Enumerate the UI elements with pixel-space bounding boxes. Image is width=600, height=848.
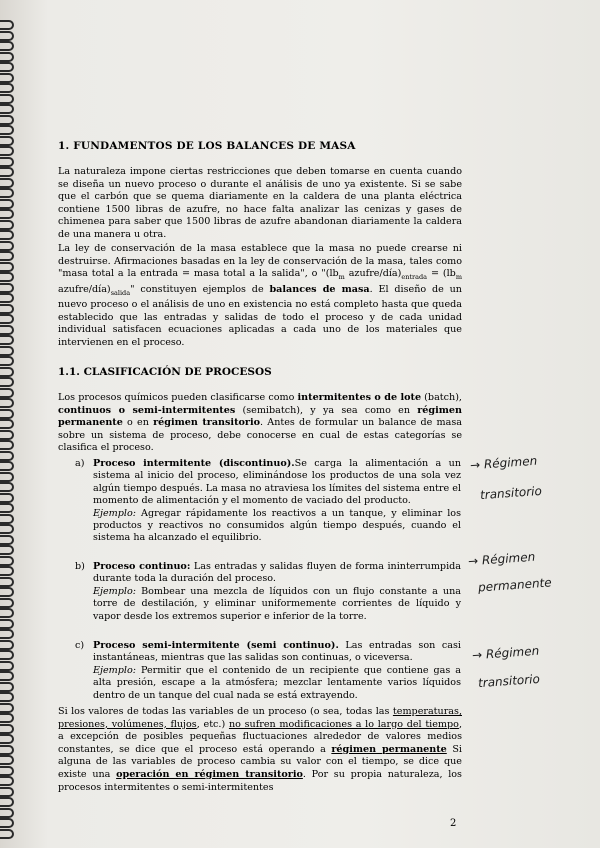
paragraph-classification: Los procesos químicos pueden clasificarse como intermitentes o de lote (batch), continuos o semi-intermitentes (semibatch), y ya sea como en régimen permanente o en régimen transitorio. Antes de formular un balance de masa sobre un sistema de proceso, debe conocerse en cual de estas categorías se clasifica el proceso.: [58, 392, 463, 454]
binding-ring: [0, 556, 14, 566]
binding-ring: [0, 472, 14, 482]
binding-ring: [0, 661, 14, 671]
binding-ring: [0, 535, 14, 545]
binding-ring: [0, 734, 14, 744]
binding-ring: [0, 41, 14, 51]
binding-ring: [0, 640, 14, 650]
list-item-intermittent: a) Proceso intermitente (discontinuo).Se carga la alimentación a un sistema al inicio del proceso, eliminándose los productos de una sola vez algún tiempo después. La masa no atraviesa los límites del sistema entre el momento de alimentación y el momento de vaciado del producto. Ejemplo: Agregar rápidamente los reactivos a un tanque, y eliminar los productos y reactivos no consumidos algún tiempo después, cuando el sistema ha alcanzado el equilibrio.: [75, 458, 461, 544]
binding-ring: [0, 430, 14, 440]
binding-ring: [0, 745, 14, 755]
binding-ring: [0, 682, 14, 692]
paragraph-steady-state: Si los valores de todas las variables de un proceso (o sea, todas las temperaturas, presiones, volúmenes, flujos, etc.) no sufren modificaciones a lo largo del tiempo, a excepción de posibles pequeñas fluctuaciones alrededor de valores medios constantes, se dice que el proceso está operando a régimen permanente Si alguna de las variables de proceso cambia su valor con el tiempo, se dice que existe una operación en régimen transitorio. Por su propia naturaleza, los procesos intermitentes o semi-intermitentes: [58, 706, 462, 793]
binding-ring: [0, 251, 14, 261]
binding-ring: [0, 356, 14, 366]
handwritten-note-b-line1: → Régimen: [467, 549, 536, 569]
list-item-semi-intermittent: c) Proceso semi-intermitente (semi continuo). Las entradas son casi instantáneas, mientras que las salidas son continuas, o viceversa. Ejemplo: Permitir que el contenido de un recipiente que contiene gas a alta presión, escape a la atmósfera; mezclar lentamente varios líquidos dentro de un tanque del cual nada se está extrayendo.: [75, 640, 461, 701]
handwritten-note-a-line2: transitorio: [479, 483, 543, 503]
binding-ring: [0, 629, 14, 639]
list-item-continuous: b) Proceso continuo: Las entradas y salidas fluyen de forma ininterrumpida durante toda la duración del proceso. Ejemplo: Bombear una mezcla de líquidos con un flujo constante a una torre de destilación, y eliminar uniformemente corrientes de líquido y vapor desde los extremos superior e inferior de la torre.: [75, 561, 461, 622]
binding-ring: [0, 482, 14, 492]
binding-ring: [0, 755, 14, 765]
binding-ring: [0, 220, 14, 230]
binding-ring: [0, 587, 14, 597]
binding-ring: [0, 440, 14, 450]
binding-ring: [0, 388, 14, 398]
binding-ring: [0, 545, 14, 555]
binding-ring: [0, 209, 14, 219]
section-heading-1: 1. FUNDAMENTOS DE LOS BALANCES DE MASA: [58, 140, 356, 152]
binding-ring: [0, 398, 14, 408]
binding-ring: [0, 62, 14, 72]
binding-ring: [0, 419, 14, 429]
binding-ring: [0, 241, 14, 251]
spiral-binding: [0, 20, 16, 840]
handwritten-note-b-line2: permanente: [477, 575, 553, 595]
binding-ring: [0, 566, 14, 576]
binding-ring: [0, 293, 14, 303]
binding-ring: [0, 829, 14, 839]
binding-ring: [0, 283, 14, 293]
binding-ring: [0, 608, 14, 618]
binding-ring: [0, 20, 14, 30]
binding-ring: [0, 818, 14, 828]
handwritten-note-c-line1: → Régimen: [471, 643, 540, 663]
binding-ring: [0, 461, 14, 471]
binding-ring: [0, 146, 14, 156]
binding-ring: [0, 577, 14, 587]
binding-ring: [0, 808, 14, 818]
binding-ring: [0, 493, 14, 503]
binding-ring: [0, 776, 14, 786]
binding-ring: [0, 367, 14, 377]
binding-ring: [0, 503, 14, 513]
binding-ring: [0, 797, 14, 807]
binding-ring: [0, 125, 14, 135]
binding-ring: [0, 314, 14, 324]
binding-ring: [0, 766, 14, 776]
binding-ring: [0, 325, 14, 335]
binding-ring: [0, 451, 14, 461]
section-heading-1-1: 1.1. CLASIFICACIÓN DE PROCESOS: [58, 366, 272, 378]
binding-ring: [0, 514, 14, 524]
binding-ring: [0, 524, 14, 534]
binding-ring: [0, 157, 14, 167]
binding-ring: [0, 787, 14, 797]
binding-ring: [0, 703, 14, 713]
binding-ring: [0, 377, 14, 387]
binding-ring: [0, 167, 14, 177]
binding-ring: [0, 304, 14, 314]
binding-ring: [0, 346, 14, 356]
handwritten-note-c-line2: transitorio: [477, 671, 541, 691]
binding-ring: [0, 178, 14, 188]
binding-ring: [0, 31, 14, 41]
binding-ring: [0, 650, 14, 660]
binding-ring: [0, 619, 14, 629]
binding-ring: [0, 262, 14, 272]
binding-ring: [0, 230, 14, 240]
page-number: 2: [450, 818, 457, 829]
binding-ring: [0, 188, 14, 198]
handwritten-note-a-line1: → Régimen: [469, 453, 538, 473]
paragraph-intro: La naturaleza impone ciertas restricciones que deben tomarse en cuenta cuando se diseña un nuevo proceso o durante el análisis de uno ya existente. Si se sabe que el carbón que se quema diariamente en la caldera de una planta eléctrica contiene 1500 libras de azufre, no hace falta analizar las cenizas y gases de chimenea para saber que 1500 libras de azufre abandonan diariamente la caldera de una manera u otra.: [58, 166, 462, 240]
binding-ring: [0, 598, 14, 608]
binding-ring: [0, 94, 14, 104]
binding-ring: [0, 724, 14, 734]
paragraph-conservation: La ley de conservación de la masa establece que la masa no puede crearse ni destruirse. Afirmaciones basadas en la ley de conservación de la masa, tales como "masa total a la entrada = masa total a la salida", o "($lb_m$ azufre/$día)_{entrada} = (lb_m$ azufre/$día)_{salida}$" constituyen ejemplos de balances de masa. El diseño de un nuevo proceso o el análisis de uno en existencia no está completo hasta que queda establecido que las entradas y salidas de todo el proceso y de cada unidad individual satisfacen ecuaciones aplicadas a cada uno de los materiales que intervienen en el proceso.: [58, 243, 462, 348]
binding-ring: [0, 73, 14, 83]
binding-ring: [0, 52, 14, 62]
binding-ring: [0, 136, 14, 146]
binding-ring: [0, 115, 14, 125]
binding-ring: [0, 83, 14, 93]
binding-ring: [0, 104, 14, 114]
binding-ring: [0, 409, 14, 419]
binding-ring: [0, 199, 14, 209]
binding-ring: [0, 692, 14, 702]
binding-ring: [0, 671, 14, 681]
binding-ring: [0, 335, 14, 345]
binding-ring: [0, 713, 14, 723]
binding-ring: [0, 272, 14, 282]
